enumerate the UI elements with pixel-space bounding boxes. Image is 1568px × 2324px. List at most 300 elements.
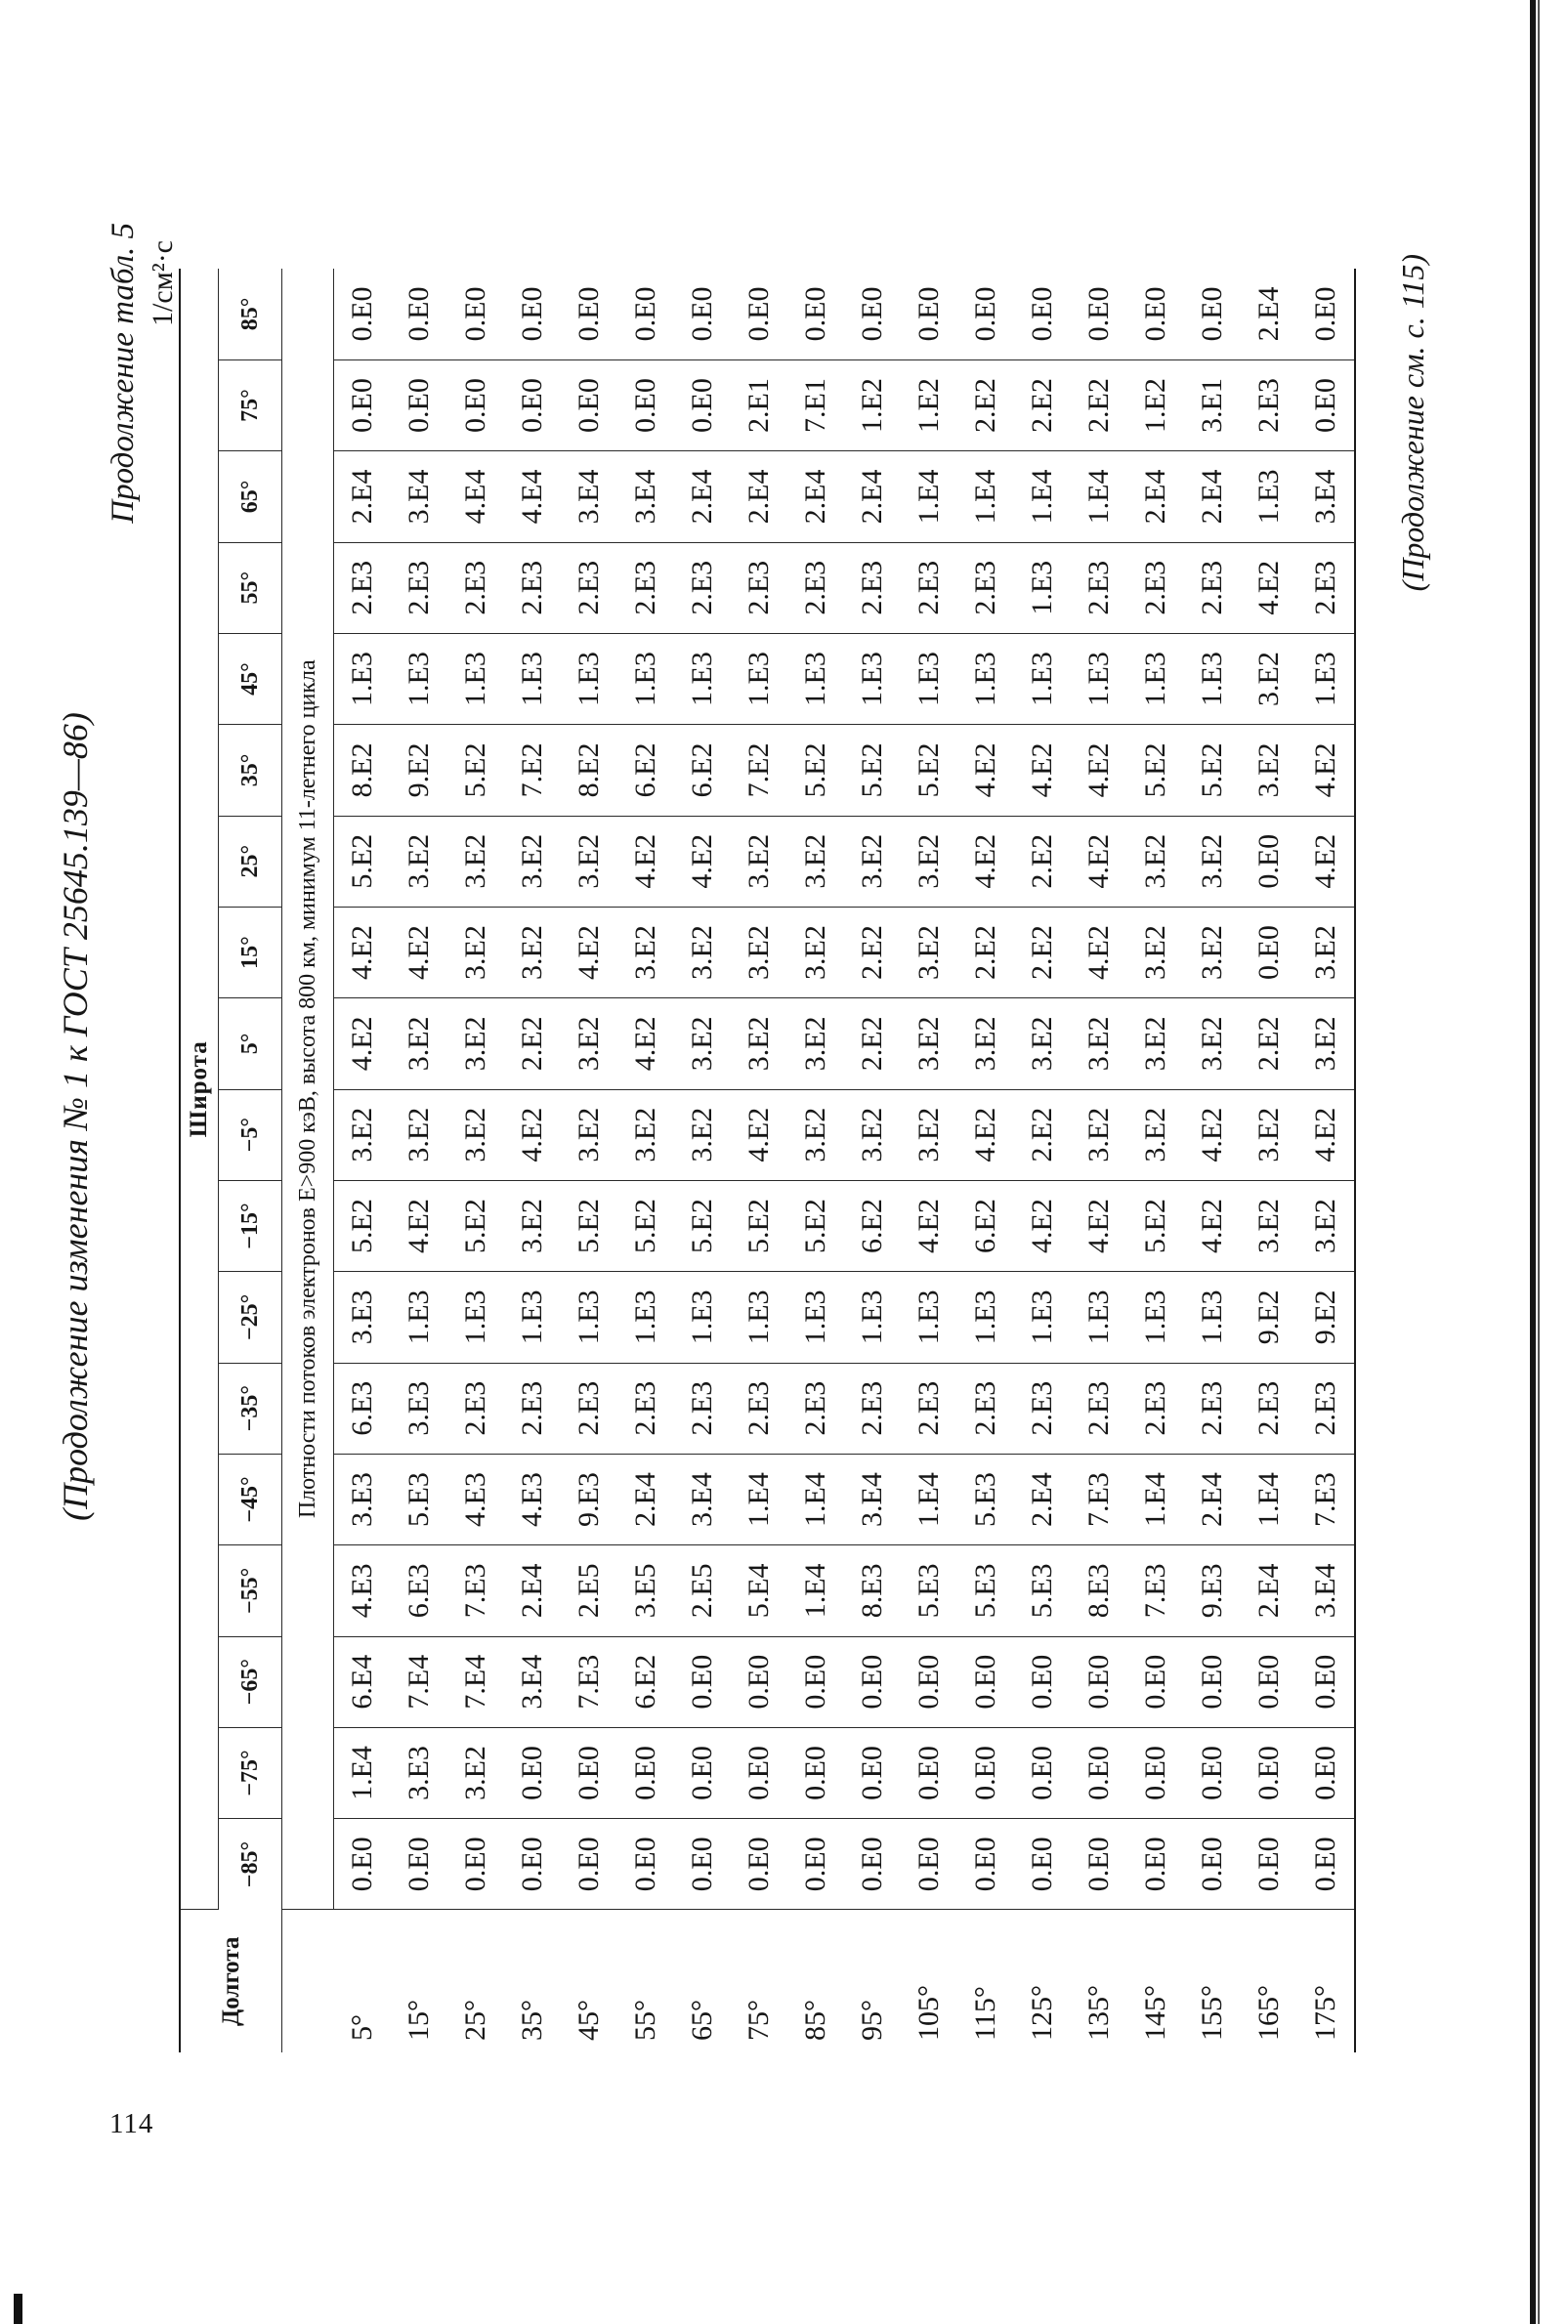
flux-value-cell: 0.E0: [844, 269, 901, 359]
table-row: [844, 269, 901, 2052]
flux-value-cell: 3.E3: [391, 1363, 447, 1454]
flux-value-cell: 3.E2: [334, 1089, 392, 1180]
flux-value-cell: 4.E2: [957, 725, 1014, 816]
flux-value-cell: 1.E3: [1014, 542, 1071, 633]
table-row: [731, 269, 787, 2052]
flux-value-cell: 2.E4: [334, 451, 392, 542]
flux-value-cell: 3.E3: [334, 1454, 392, 1544]
flux-value-cell: 0.E0: [787, 269, 844, 359]
flux-value-cell: 9.E3: [561, 1454, 617, 1544]
flux-value-cell: 4.E2: [561, 907, 617, 997]
flux-value-cell: 3.E1: [1184, 359, 1241, 450]
latitude-row: [219, 269, 282, 2052]
flux-value-cell: 1.E3: [617, 1272, 674, 1363]
flux-value-cell: 5.E2: [731, 1180, 787, 1271]
flux-value-cell: 3.E2: [391, 816, 447, 907]
flux-value-cell: 1.E3: [561, 1272, 617, 1363]
table-row: [447, 269, 504, 2052]
table-row: [391, 269, 447, 2052]
flux-value-cell: 3.E2: [447, 1727, 504, 1818]
flux-value-cell: 4.E2: [674, 816, 731, 907]
flux-value-cell: 2.E2: [957, 359, 1014, 450]
flux-value-cell: 3.E2: [1241, 1180, 1297, 1271]
flux-value-cell: 3.E5: [617, 1545, 674, 1636]
latitude-0: −85°: [219, 1819, 282, 1910]
flux-value-cell: 5.E2: [334, 816, 392, 907]
longitude-cell: 85°: [799, 2000, 831, 2041]
flux-value-cell: 1.E4: [901, 1454, 957, 1544]
flux-value-cell: 4.E2: [957, 1089, 1014, 1180]
flux-value-cell: 4.E2: [731, 1089, 787, 1180]
flux-value-cell: 0.E0: [561, 359, 617, 450]
flux-value-cell: 4.E2: [1297, 816, 1355, 907]
flux-value-cell: 9.E2: [1241, 1272, 1297, 1363]
flux-value-cell: 2.E3: [1127, 542, 1184, 633]
flux-value-cell: 8.E3: [1071, 1545, 1127, 1636]
longitude-cell: 55°: [629, 2000, 661, 2041]
flux-value-cell: 3.E2: [731, 998, 787, 1089]
flux-value-cell: 7.E3: [1297, 1454, 1355, 1544]
latitude-16: 75°: [219, 359, 282, 450]
flux-value-cell: 0.E0: [674, 1819, 731, 1910]
flux-value-cell: 0.E0: [1127, 1636, 1184, 1727]
flux-value-cell: 7.E1: [787, 359, 844, 450]
longitude-cell: 125°: [1026, 1985, 1058, 2041]
longitude-cell: 165°: [1252, 1985, 1285, 2041]
flux-value-cell: 2.E2: [1014, 359, 1071, 450]
flux-value-cell: 2.E3: [334, 542, 392, 633]
flux-value-cell: 8.E3: [844, 1545, 901, 1636]
flux-value-cell: 2.E3: [957, 1363, 1014, 1454]
flux-value-cell: 1.E3: [957, 1272, 1014, 1363]
longitude-cell: 135°: [1082, 1985, 1115, 2041]
flux-value-cell: 0.E0: [674, 1727, 731, 1818]
flux-value-cell: 3.E2: [1127, 1089, 1184, 1180]
table-row: [504, 269, 561, 2052]
flux-value-cell: 0.E0: [334, 359, 392, 450]
flux-value-cell: 3.E2: [1184, 998, 1241, 1089]
flux-value-cell: 0.E0: [1241, 1819, 1297, 1910]
flux-value-cell: 5.E2: [1184, 725, 1241, 816]
longitude-cell: 45°: [572, 2000, 605, 2041]
flux-value-cell: 2.E3: [391, 542, 447, 633]
flux-value-cell: 4.E2: [1071, 1180, 1127, 1271]
flux-value-cell: 2.E2: [1014, 816, 1071, 907]
flux-value-cell: 1.E3: [787, 1272, 844, 1363]
flux-value-cell: 1.E3: [1127, 1272, 1184, 1363]
flux-value-cell: 2.E3: [787, 1363, 844, 1454]
table-row: [957, 269, 1014, 2052]
flux-value-cell: 9.E2: [1297, 1272, 1355, 1363]
flux-value-cell: 2.E2: [1014, 1089, 1071, 1180]
flux-value-cell: 0.E0: [1241, 1636, 1297, 1727]
flux-value-cell: 2.E3: [1297, 542, 1355, 633]
flux-value-cell: 4.E2: [1297, 1089, 1355, 1180]
flux-value-cell: 1.E4: [334, 1727, 392, 1818]
flux-value-cell: 1.E3: [1014, 633, 1071, 724]
flux-value-cell: 1.E3: [731, 1272, 787, 1363]
flux-value-cell: 7.E3: [1071, 1454, 1127, 1544]
flux-value-cell: 0.E0: [1184, 1636, 1241, 1727]
flux-value-cell: 8.E2: [334, 725, 392, 816]
flux-value-cell: 0.E0: [1297, 1819, 1355, 1910]
unit-label: 1/см²·с: [147, 240, 179, 326]
flux-value-cell: 4.E2: [1184, 1180, 1241, 1271]
latitude-3: −55°: [219, 1545, 282, 1636]
flux-value-cell: 0.E0: [561, 269, 617, 359]
flux-value-cell: 0.E0: [1297, 1636, 1355, 1727]
flux-value-cell: 2.E4: [844, 451, 901, 542]
flux-value-cell: 7.E3: [447, 1545, 504, 1636]
flux-value-cell: 1.E2: [1127, 359, 1184, 450]
flux-value-cell: 0.E0: [617, 1819, 674, 1910]
table-row: [1071, 269, 1127, 2052]
latitude-1: −75°: [219, 1727, 282, 1818]
flux-value-cell: 2.E3: [1071, 542, 1127, 633]
flux-value-cell: 0.E0: [447, 269, 504, 359]
flux-value-cell: 0.E0: [391, 269, 447, 359]
latitude-4: −45°: [219, 1454, 282, 1544]
flux-value-cell: 6.E2: [617, 1636, 674, 1727]
flux-value-cell: 0.E0: [561, 1819, 617, 1910]
flux-value-cell: 5.E2: [844, 725, 901, 816]
flux-value-cell: 1.E3: [1071, 1272, 1127, 1363]
continuation-table-label: Продолжение табл. 5: [106, 223, 141, 524]
flux-value-cell: 1.E3: [504, 633, 561, 724]
flux-value-cell: 3.E2: [447, 998, 504, 1089]
flux-value-cell: 4.E2: [901, 1180, 957, 1271]
flux-value-cell: 0.E0: [1241, 907, 1297, 997]
flux-value-cell: 3.E2: [1241, 725, 1297, 816]
page-number: 114: [109, 2108, 154, 2139]
flux-value-cell: 3.E2: [504, 816, 561, 907]
flux-value-cell: 0.E0: [504, 359, 561, 450]
flux-value-cell: 2.E4: [787, 451, 844, 542]
flux-value-cell: 1.E4: [787, 1454, 844, 1544]
flux-value-cell: 2.E3: [1241, 1363, 1297, 1454]
flux-value-cell: 3.E2: [504, 907, 561, 997]
flux-value-cell: 3.E2: [1127, 816, 1184, 907]
flux-value-cell: 3.E2: [901, 1089, 957, 1180]
flux-value-cell: 5.E2: [447, 1180, 504, 1271]
flux-value-cell: 0.E0: [957, 1727, 1014, 1818]
flux-value-cell: 3.E2: [1241, 1089, 1297, 1180]
flux-value-cell: 0.E0: [334, 269, 392, 359]
flux-value-cell: 4.E2: [391, 1180, 447, 1271]
flux-value-cell: 1.E4: [1241, 1454, 1297, 1544]
flux-value-cell: 0.E0: [1014, 1636, 1071, 1727]
flux-value-cell: 0.E0: [1127, 1819, 1184, 1910]
flux-value-cell: 3.E2: [1071, 998, 1127, 1089]
flux-value-cell: 9.E3: [1184, 1545, 1241, 1636]
flux-value-cell: 3.E2: [844, 1089, 901, 1180]
flux-value-cell: 7.E2: [731, 725, 787, 816]
flux-value-cell: 2.E3: [674, 542, 731, 633]
longitude-header: Долгота: [180, 1910, 282, 2052]
flux-value-cell: 3.E4: [1297, 451, 1355, 542]
flux-value-cell: 3.E2: [844, 816, 901, 907]
flux-value-cell: 6.E2: [844, 1180, 901, 1271]
flux-value-cell: 2.E3: [844, 1363, 901, 1454]
flux-value-cell: 2.E4: [1184, 451, 1241, 542]
flux-value-cell: 0.E0: [731, 1727, 787, 1818]
latitude-5: −35°: [219, 1363, 282, 1454]
flux-value-cell: 4.E2: [504, 1089, 561, 1180]
flux-value-cell: 5.E3: [391, 1454, 447, 1544]
latitude-10: 15°: [219, 907, 282, 997]
table-row: [901, 269, 957, 2052]
flux-value-cell: 1.E4: [901, 451, 957, 542]
flux-value-cell: 5.E2: [901, 725, 957, 816]
longitude-cell: 155°: [1196, 1985, 1228, 2041]
latitude-15: 65°: [219, 451, 282, 542]
flux-value-cell: 0.E0: [731, 1819, 787, 1910]
flux-value-cell: 2.E2: [1071, 359, 1127, 450]
longitude-cell: 105°: [912, 1985, 945, 2041]
flux-value-cell: 0.E0: [787, 1819, 844, 1910]
flux-value-cell: 4.E4: [447, 451, 504, 542]
flux-value-cell: 7.E4: [447, 1636, 504, 1727]
flux-density-table: [179, 269, 1356, 2052]
flux-value-cell: 2.E2: [844, 998, 901, 1089]
flux-value-cell: 4.E3: [334, 1545, 392, 1636]
flux-value-cell: 5.E4: [731, 1545, 787, 1636]
flux-value-cell: 3.E2: [787, 816, 844, 907]
flux-value-cell: 4.E2: [334, 907, 392, 997]
flux-value-cell: 3.E2: [1014, 998, 1071, 1089]
flux-value-cell: 1.E3: [844, 1272, 901, 1363]
latitude-8: −5°: [219, 1089, 282, 1180]
flux-value-cell: 3.E2: [1127, 998, 1184, 1089]
flux-value-cell: 2.E3: [1184, 542, 1241, 633]
latitude-11: 25°: [219, 816, 282, 907]
flux-value-cell: 1.E4: [1014, 451, 1071, 542]
flux-value-cell: 4.E2: [1184, 1089, 1241, 1180]
flux-value-cell: 7.E3: [561, 1636, 617, 1727]
flux-value-cell: 4.E2: [334, 998, 392, 1089]
flux-value-cell: 2.E4: [504, 1545, 561, 1636]
longitude-cell: 15°: [403, 2000, 435, 2041]
flux-value-cell: 1.E3: [1184, 633, 1241, 724]
flux-value-cell: 3.E2: [787, 907, 844, 997]
latitude-13: 45°: [219, 633, 282, 724]
flux-value-cell: 2.E3: [731, 542, 787, 633]
flux-value-cell: 0.E0: [391, 1819, 447, 1910]
flux-value-cell: 2.E4: [1127, 451, 1184, 542]
flux-value-cell: 1.E3: [391, 1272, 447, 1363]
table-row: [1241, 269, 1297, 2052]
flux-value-cell: 4.E2: [617, 816, 674, 907]
flux-value-cell: 1.E3: [674, 1272, 731, 1363]
flux-value-cell: 0.E0: [787, 1636, 844, 1727]
flux-value-cell: 0.E0: [844, 1819, 901, 1910]
flux-value-cell: 2.E3: [957, 542, 1014, 633]
latitude-7: −15°: [219, 1180, 282, 1271]
flux-value-cell: 5.E2: [617, 1180, 674, 1271]
flux-value-cell: 1.E3: [957, 633, 1014, 724]
latitude-17: 85°: [219, 269, 282, 359]
flux-value-cell: 3.E2: [674, 907, 731, 997]
flux-value-cell: 5.E2: [447, 725, 504, 816]
flux-value-cell: 3.E4: [844, 1454, 901, 1544]
flux-value-cell: 2.E4: [1241, 269, 1297, 359]
flux-value-cell: 7.E4: [391, 1636, 447, 1727]
flux-value-cell: 5.E2: [674, 1180, 731, 1271]
flux-value-cell: 2.E3: [1014, 1363, 1071, 1454]
flux-value-cell: 0.E0: [1127, 1727, 1184, 1818]
table-body: [334, 269, 1356, 2052]
flux-value-cell: 1.E3: [1071, 633, 1127, 724]
flux-value-cell: 2.E3: [787, 542, 844, 633]
flux-value-cell: 0.E0: [957, 1819, 1014, 1910]
flux-value-cell: 4.E2: [1014, 725, 1071, 816]
flux-value-cell: 0.E0: [504, 1727, 561, 1818]
flux-value-cell: 4.E2: [1297, 725, 1355, 816]
flux-value-cell: 3.E2: [901, 998, 957, 1089]
flux-value-cell: 0.E0: [1241, 816, 1297, 907]
flux-value-cell: 4.E3: [504, 1454, 561, 1544]
flux-value-cell: 0.E0: [957, 269, 1014, 359]
flux-value-cell: 0.E0: [1297, 269, 1355, 359]
table-row: [617, 269, 674, 2052]
flux-value-cell: 0.E0: [1127, 269, 1184, 359]
flux-value-cell: 0.E0: [1184, 269, 1241, 359]
flux-value-cell: 0.E0: [1014, 1727, 1071, 1818]
flux-value-cell: 3.E2: [787, 998, 844, 1089]
flux-value-cell: 3.E2: [674, 1089, 731, 1180]
flux-value-cell: 0.E0: [844, 1636, 901, 1727]
flux-value-cell: 2.E3: [1297, 1363, 1355, 1454]
table-row: [1127, 269, 1184, 2052]
latitude-12: 35°: [219, 725, 282, 816]
flux-value-cell: 0.E0: [1184, 1727, 1241, 1818]
flux-value-cell: 1.E4: [1127, 1454, 1184, 1544]
flux-value-cell: 3.E2: [617, 907, 674, 997]
flux-value-cell: 1.E4: [957, 451, 1014, 542]
flux-value-cell: 0.E0: [731, 269, 787, 359]
longitude-cell: 25°: [459, 2000, 491, 2041]
flux-value-cell: 0.E0: [787, 1727, 844, 1818]
flux-value-cell: 2.E3: [617, 542, 674, 633]
continuation-header: (Продолжение изменения № 1 к ГОСТ 25645.139—86): [56, 712, 95, 1521]
flux-value-cell: 1.E3: [674, 633, 731, 724]
flux-value-cell: 7.E3: [1127, 1545, 1184, 1636]
flux-value-cell: 1.E4: [731, 1454, 787, 1544]
flux-value-cell: 1.E3: [787, 633, 844, 724]
flux-value-cell: 5.E2: [787, 725, 844, 816]
flux-value-cell: 2.E1: [731, 359, 787, 450]
flux-value-cell: 3.E2: [1241, 633, 1297, 724]
longitude-cell: 35°: [516, 2000, 548, 2041]
flux-value-cell: 5.E2: [1127, 1180, 1184, 1271]
flux-value-cell: 4.E2: [1071, 816, 1127, 907]
flux-value-cell: 4.E2: [957, 816, 1014, 907]
caption-spacer: [282, 1910, 334, 2052]
flux-value-cell: 0.E0: [391, 359, 447, 450]
flux-value-cell: 6.E3: [334, 1363, 392, 1454]
flux-value-cell: 0.E0: [1071, 1727, 1127, 1818]
flux-value-cell: 3.E2: [561, 816, 617, 907]
flux-value-cell: 1.E3: [617, 633, 674, 724]
continuation-footer: (Продолжение см. с. 115): [1395, 254, 1430, 592]
flux-value-cell: 6.E2: [617, 725, 674, 816]
flux-value-cell: 0.E0: [901, 269, 957, 359]
flux-value-cell: 1.E3: [391, 633, 447, 724]
flux-value-cell: 3.E2: [1071, 1089, 1127, 1180]
flux-value-cell: 4.E2: [391, 907, 447, 997]
longitude-cell: 75°: [742, 2000, 775, 2041]
flux-value-cell: 1.E3: [561, 633, 617, 724]
flux-value-cell: 6.E2: [674, 725, 731, 816]
flux-value-cell: 3.E2: [1184, 907, 1241, 997]
flux-value-cell: 0.E0: [1297, 359, 1355, 450]
latitude-6: −25°: [219, 1272, 282, 1363]
flux-value-cell: 0.E0: [1297, 1727, 1355, 1818]
flux-value-cell: 1.E3: [844, 633, 901, 724]
flux-value-cell: 0.E0: [334, 1819, 392, 1910]
table-row: [1014, 269, 1071, 2052]
flux-value-cell: 1.E3: [447, 633, 504, 724]
table-row: [334, 269, 392, 2052]
flux-value-cell: 4.E3: [447, 1454, 504, 1544]
flux-value-cell: 4.E2: [1241, 542, 1297, 633]
flux-value-cell: 3.E4: [617, 451, 674, 542]
flux-value-cell: 3.E4: [674, 1454, 731, 1544]
flux-value-cell: 2.E2: [1014, 907, 1071, 997]
flux-value-cell: 1.E3: [901, 633, 957, 724]
flux-value-cell: 3.E2: [1127, 907, 1184, 997]
flux-value-cell: 0.E0: [1014, 269, 1071, 359]
latitude-2: −65°: [219, 1636, 282, 1727]
flux-value-cell: 0.E0: [901, 1819, 957, 1910]
table-row: [674, 269, 731, 2052]
flux-value-cell: 2.E3: [844, 542, 901, 633]
flux-value-cell: 1.E3: [504, 1272, 561, 1363]
flux-value-cell: 5.E2: [787, 1180, 844, 1271]
flux-value-cell: 3.E4: [561, 451, 617, 542]
flux-value-cell: 6.E2: [957, 1180, 1014, 1271]
flux-value-cell: 2.E5: [674, 1545, 731, 1636]
flux-value-cell: 4.E2: [617, 998, 674, 1089]
flux-value-cell: 2.E3: [731, 1363, 787, 1454]
flux-value-cell: 4.E4: [504, 451, 561, 542]
flux-value-cell: 3.E2: [617, 1089, 674, 1180]
flux-value-cell: 3.E2: [1297, 1180, 1355, 1271]
flux-value-cell: 6.E4: [334, 1636, 392, 1727]
flux-value-cell: 0.E0: [1241, 1727, 1297, 1818]
flux-value-cell: 0.E0: [561, 1727, 617, 1818]
flux-value-cell: 2.E4: [617, 1454, 674, 1544]
longitude-cell: 145°: [1139, 1985, 1171, 2041]
flux-value-cell: 3.E4: [1297, 1545, 1355, 1636]
flux-value-cell: 2.E2: [504, 998, 561, 1089]
flux-value-cell: 1.E3: [447, 1272, 504, 1363]
flux-value-cell: 0.E0: [1184, 1819, 1241, 1910]
latitude-9: 5°: [219, 998, 282, 1089]
flux-value-cell: 3.E2: [1184, 816, 1241, 907]
flux-value-cell: 0.E0: [1071, 1819, 1127, 1910]
flux-value-cell: 1.E3: [1184, 1272, 1241, 1363]
flux-value-cell: 0.E0: [447, 359, 504, 450]
flux-value-cell: 2.E2: [1241, 998, 1297, 1089]
flux-value-cell: 2.E4: [1184, 1454, 1241, 1544]
flux-value-cell: 3.E2: [391, 998, 447, 1089]
flux-value-cell: 1.E3: [1014, 1272, 1071, 1363]
flux-value-cell: 0.E0: [617, 269, 674, 359]
flux-value-cell: 2.E2: [957, 907, 1014, 997]
longitude-cell: 175°: [1297, 1910, 1355, 2052]
table-row: [787, 269, 844, 2052]
